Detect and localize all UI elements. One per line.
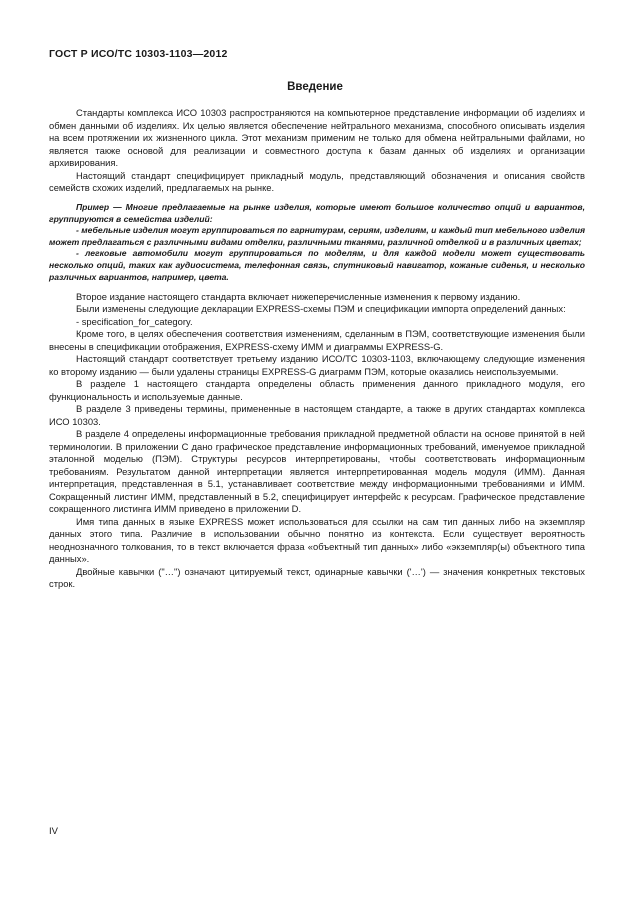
example-lead: Пример — Многие предлагаемые на рынке изделия, которые имеют большое количество опций и вариантов, группируются в семейства изделий: xyxy=(49,202,585,224)
page-number: IV xyxy=(49,826,58,837)
paragraph-consistency: Кроме того, в целях обеспечения соответствия изменениям, сделанным в ПЭМ, соответствующие изменения были внесены в спецификации отображения, EXPRESS-схему ИММ и диаграммы EXPRESS-G. xyxy=(49,328,585,352)
paragraph-changes: Были изменены следующие декларации EXPRESS-схемы ПЭМ и спецификации импорта определений данных: xyxy=(76,303,566,315)
paragraph-edition-3: Настоящий стандарт соответствует третьему изданию ИСО/ТС 10303-1103, включающему следующие изменения ко второму изданию — были удалены страницы EXPRESS-G диаграмм ПЭМ, которые оказались неиспользуемыми. xyxy=(49,353,585,377)
document-body xyxy=(49,107,585,591)
paragraph-section-3: В разделе 3 приведены термины, примененные в настоящем стандарте, а также в других стандартах комплекса ИСО 10303. xyxy=(49,403,585,427)
example-item-cars: - легковые автомобили могут группироваться по моделям, и для каждой модели может существовать несколько опций, таких как аудиосистема, телефонная связь, спутниковый навигатор, кожаные сиденья, и несколько различных вариантов, например, цвета. xyxy=(49,248,585,282)
document-header: ГОСТ Р ИСО/ТС 10303-1103—2012 xyxy=(49,48,228,60)
paragraph-intro-1: Стандарты комплекса ИСО 10303 распространяются на компьютерное представление информации об изделиях и обмен данными об изделиях. Их целью является обеспечение нейтрального механизма, способного описывать изделия на всем протяжении их жизненного цикла. Этот механизм применим не только для обмена нейтральными файлами, но является также основой для реализации и совместного доступа к базам данных об изделиях и организации архивирования. xyxy=(49,107,585,168)
example-item-furniture: - мебельные изделия могут группироваться по гарнитурам, сериям, изделиям, и каждый тип мебельного изделия может предлагаться с различными видами отделки, различными тканями, различной отделкой и в различных цветах; xyxy=(49,225,585,247)
example-block xyxy=(49,202,585,283)
paragraph-intro-2: Настоящий стандарт специфицирует прикладный модуль, представляющий обозначения и описания свойств семейств схожих изделий, предлагаемых на рынке. xyxy=(49,169,585,193)
paragraph-edition-2: Второе издание настоящего стандарта включает нижеперечисленные изменения к первому изданию. xyxy=(76,290,521,302)
paragraph-section-1: В разделе 1 настоящего стандарта определены область применения данного прикладного модуля, его функциональность и используемые данные. xyxy=(49,378,585,402)
paragraph-section-4: В разделе 4 определены информационные требования прикладной предметной области на основе принятой в ней терминологии. В приложении С дано графическое представление информационных требований, именуемое прикладной эталонной моделью (ПЭМ). Структуры ресурсов интерпретированы, чтобы соответствовать информационным требованиям. Результатом данной интерпретации является интерпретированная модель модуля (ИММ). Данная интерпретация, представленная в 5.1, устанавливает соответствие между информационными требованиями и ИММ. Сокращенный листинг ИММ, представленный в 5.2, специфицирует интерфейс к ресурсам. Графическое представление сокращенного листинга ИММ приведено в приложении D. xyxy=(49,428,585,515)
paragraph-quotes: Двойные кавычки ("…") означают цитируемый текст, одинарные кавычки ('…') — значения конкретных текстовых строк. xyxy=(49,565,585,590)
paragraph-spec-item: - specification_for_category. xyxy=(76,315,193,327)
section-title: Введение xyxy=(287,81,343,93)
paragraph-express-names: Имя типа данных в языке EXPRESS может использоваться для ссылки на сам тип данных либо на экземпляр данных этого типа. Различие в использовании обычно понятно из контекста. Если существует вероятность неоднозначного толкования, то в текст включается фраза «объектный тип данных» либо «экземпляр(ы) объектного типа данных». xyxy=(49,515,585,565)
